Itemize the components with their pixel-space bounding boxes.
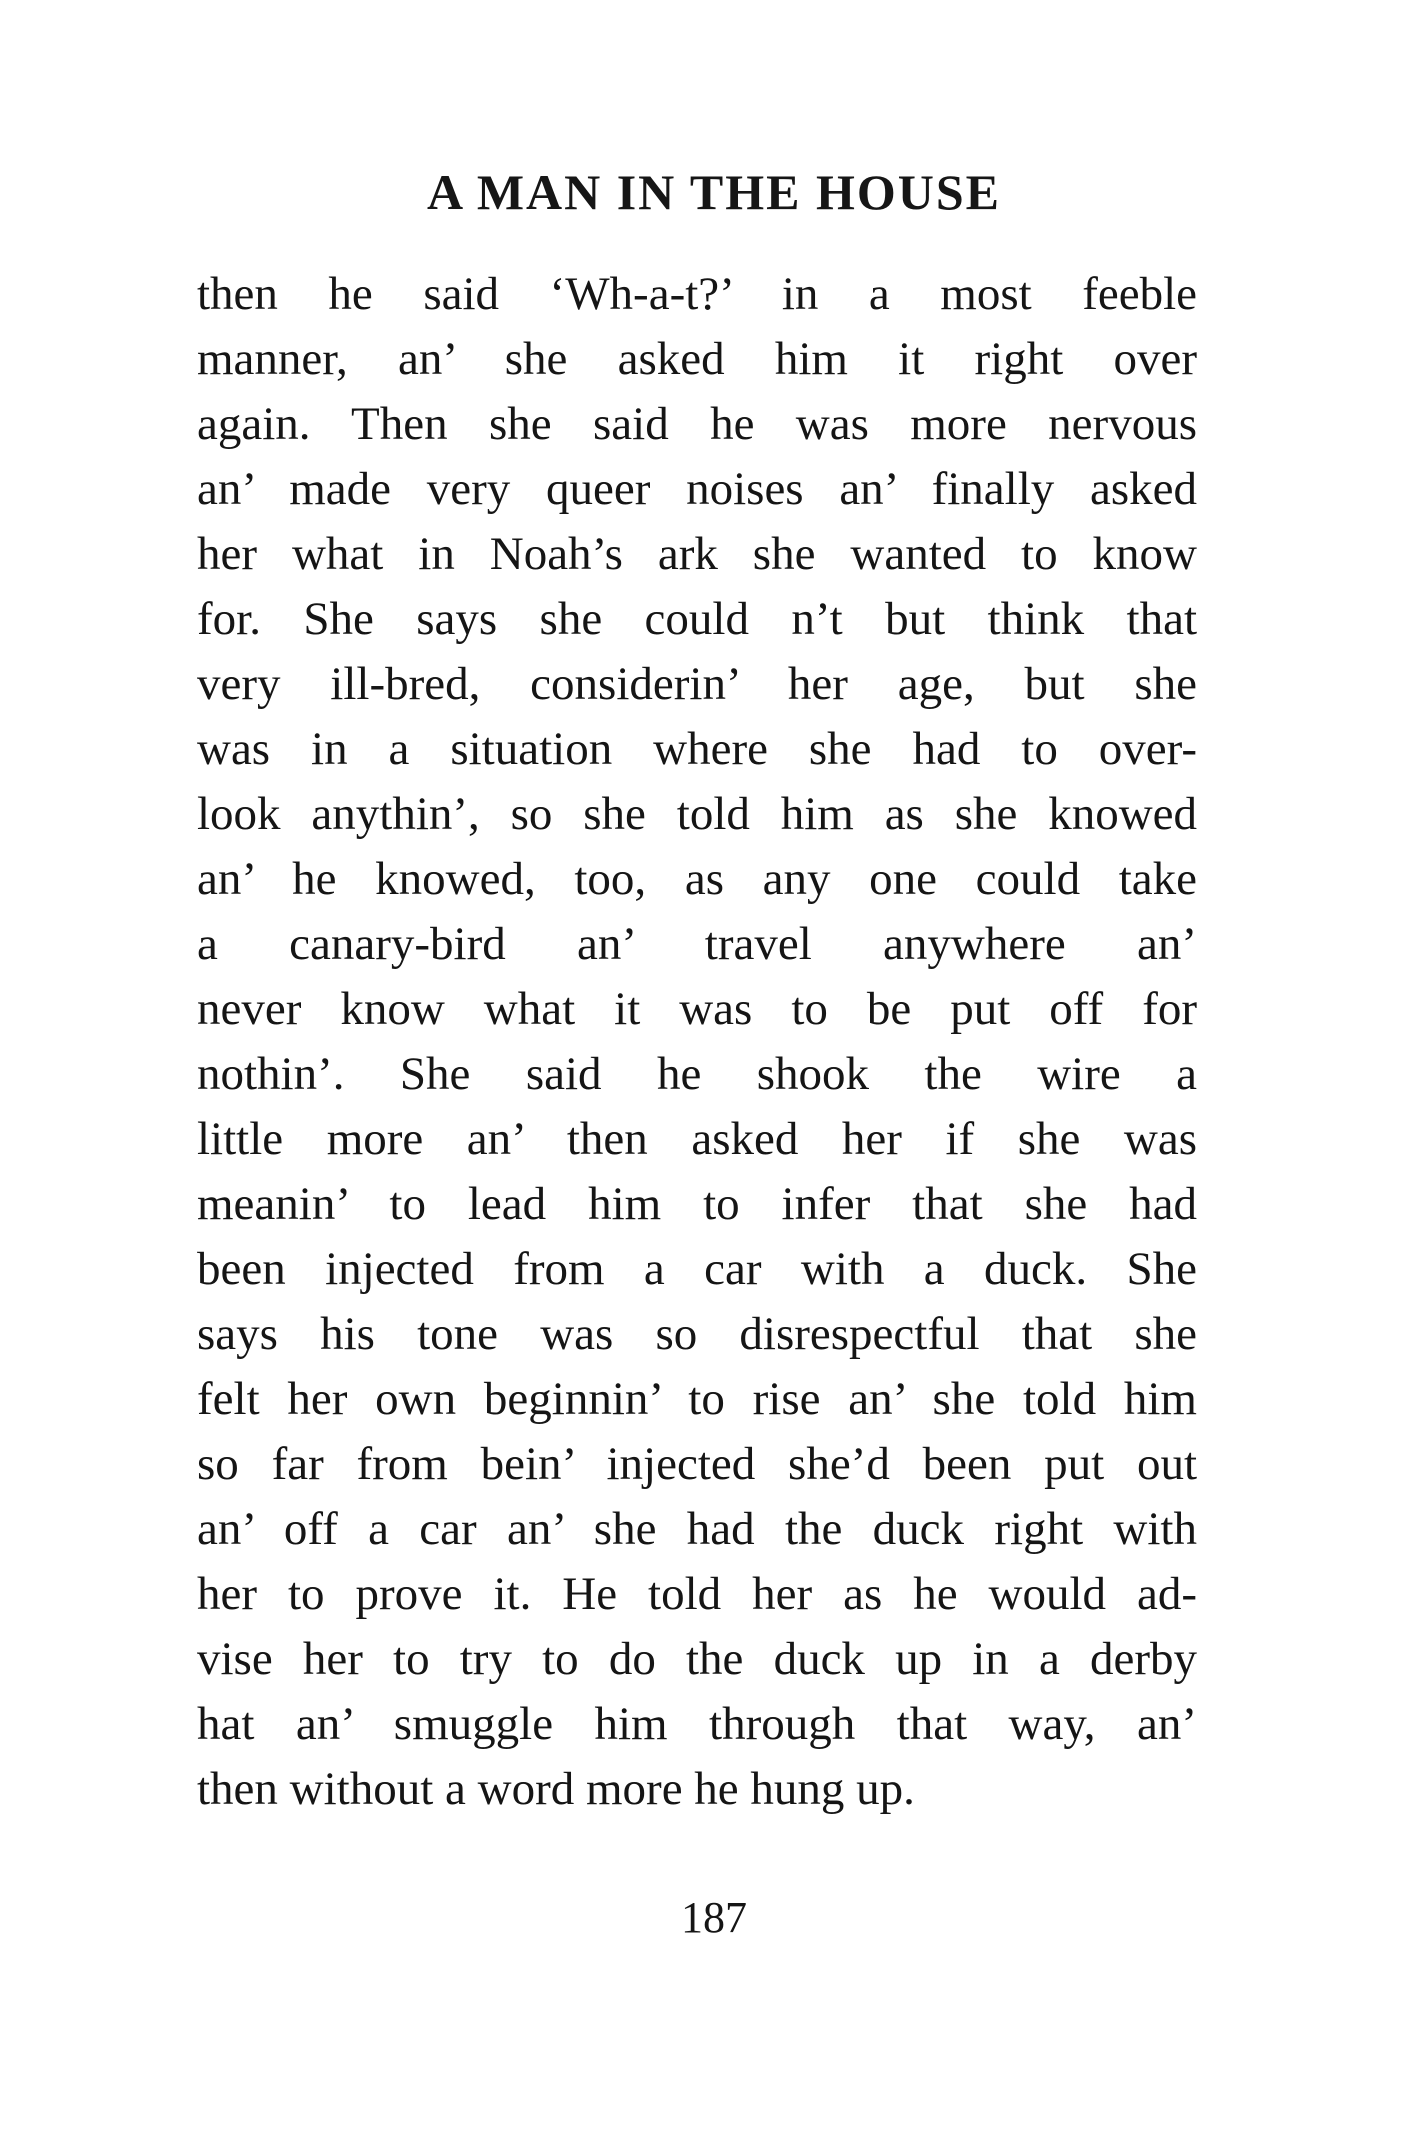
text-line: vise her to try to do the duck up in a derby xyxy=(197,1633,1197,1685)
text-line: look anythin’, so she told him as she knowed xyxy=(197,788,1197,840)
text-line: her to prove it. He told her as he would ad- xyxy=(197,1568,1197,1620)
text-line: felt her own beginnin’ to rise an’ she told him xyxy=(197,1373,1197,1425)
text-line: nothin’. She said he shook the wire a xyxy=(197,1048,1197,1100)
text-line: never know what it was to be put off for xyxy=(197,983,1197,1035)
text-line: an’ he knowed, too, as any one could take xyxy=(197,853,1197,905)
running-head-title: A MAN IN THE HOUSE xyxy=(426,164,1002,220)
text-line: says his tone was so disrespectful that she xyxy=(197,1308,1197,1360)
text-line: meanin’ to lead him to infer that she had xyxy=(197,1178,1197,1230)
text-line: so far from bein’ injected she’d been put out xyxy=(197,1438,1197,1490)
text-line: her what in Noah’s ark she wanted to know xyxy=(197,528,1197,580)
page-number: 187 xyxy=(681,1893,747,1942)
text-line: again. Then she said he was more nervous xyxy=(197,398,1197,450)
text-line: for. She says she could n’t but think that xyxy=(197,593,1197,645)
text-line-last: then without a word more he hung up. xyxy=(197,1763,915,1815)
text-line: was in a situation where she had to over- xyxy=(197,723,1197,775)
text-line: a canary-bird an’ travel anywhere an’ xyxy=(197,918,1197,970)
text-line: an’ made very queer noises an’ finally asked xyxy=(197,463,1197,515)
text-line: then he said ‘Wh-a-t?’ in a most feeble xyxy=(197,268,1197,320)
text-line: hat an’ smuggle him through that way, an’ xyxy=(197,1698,1197,1750)
text-line: an’ off a car an’ she had the duck right with xyxy=(197,1503,1197,1555)
text-line: been injected from a car with a duck. She xyxy=(197,1243,1197,1295)
body-text xyxy=(197,262,1197,1822)
text-line: manner, an’ she asked him it right over xyxy=(197,333,1197,385)
text-line: little more an’ then asked her if she was xyxy=(197,1113,1197,1165)
text-line: very ill-bred, considerin’ her age, but she xyxy=(197,658,1197,710)
